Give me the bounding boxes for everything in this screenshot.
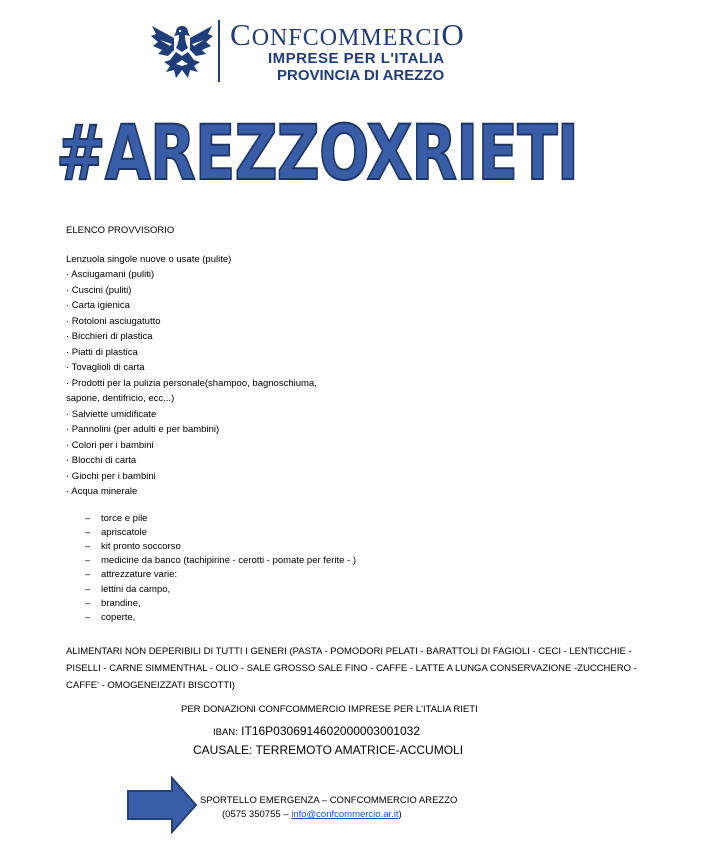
list-item: · Prodotti per la pulizia personale(shampoo, bagnoschiuma, xyxy=(66,377,317,389)
hashtag-title: #AREZZOXRIETI xyxy=(56,108,579,197)
sub-list-item: – torce e pile xyxy=(85,512,148,524)
list-item: · Tovaglioli di carta xyxy=(66,362,145,373)
sub-list-item: – coperte, xyxy=(85,611,136,623)
list-item: · Acqua minerale xyxy=(66,486,138,497)
donation-list xyxy=(66,223,666,694)
sub-list-item: – medicine da banco (tachipirine - cerotti - pomate per ferite - ) xyxy=(85,555,357,567)
eagle-icon xyxy=(150,20,214,80)
list-item: · Asciugamani (puliti) xyxy=(66,269,155,280)
right-arrow-icon xyxy=(126,776,198,834)
list-item: · Giochi per i bambini xyxy=(66,470,156,482)
sub-list-item: – apriscatole xyxy=(85,526,147,538)
list-item: · Pannolini (per adulti e per bambini) xyxy=(66,424,220,435)
iban-value: IT16P0306914602000003001032 xyxy=(241,724,420,738)
list-item: Lenzuola singole nuove o usate (pulite) xyxy=(66,253,232,265)
list-item: · Salviette umidificate xyxy=(66,408,157,420)
list-item: · Carta igienica xyxy=(66,300,130,311)
list-item: · Rotoloni asciugatutto xyxy=(66,315,161,327)
iban-label: IBAN: xyxy=(213,727,238,738)
sportello-line: SPORTELLO EMERGENZA – CONFCOMMERCIO AREZZO xyxy=(200,795,458,806)
list-item: sapone, dentifricio, ecc...) xyxy=(66,393,175,404)
logo-province: PROVINCIA DI AREZZO xyxy=(277,67,445,84)
causale-line: CAUSALE: TERREMOTO AMATRICE-ACCUMOLI xyxy=(193,743,464,757)
sub-list-item: – attrezzature varie: xyxy=(85,569,178,581)
item-list xyxy=(66,252,666,500)
contact-line: (0575 350755 – info@confcommercio.ar.it) xyxy=(222,809,402,820)
list-item: · Blocchi di carta xyxy=(66,455,137,466)
list-item: · Bicchieri di plastica xyxy=(66,331,153,342)
list-item: · Piatti di plastica xyxy=(66,346,138,358)
food-paragraph: ALIMENTARI NON DEPERIBILI DI TUTTI I GENERI (PASTA - POMODORI PELATI - BARATTOLI DI FAGIOLI - CECI - LENTICCHIE - PISELLI - CARNE SIMMENTHAL - OLIO - SALE GROSSO SALE FINO - CAFFE - LATTE A LUNGA CONSERVAZIONE -ZUCCHERO - CAFFE' - OMOGENEIZZATI BISCOTTI) xyxy=(66,646,637,692)
donation-line: PER DONAZIONI CONFCOMMERCIO IMPRESE PER L'ITALIA RIETI xyxy=(181,704,478,715)
list-item: · Colori per i bambini xyxy=(66,439,154,451)
list-item: · Cuscini (puliti) xyxy=(66,284,132,296)
logo-name: CONFCOMMERCIO xyxy=(230,17,465,52)
email-link[interactable]: info@confcommercio.ar.it xyxy=(291,809,399,820)
list-heading: ELENCO PROVVISORIO xyxy=(66,225,175,236)
phone-number: (0575 350755 – xyxy=(222,809,289,820)
iban-line xyxy=(213,724,420,738)
sub-list-item: – lettini da campo, xyxy=(85,583,171,595)
logo-subtitle: IMPRESE PER L'ITALIA xyxy=(268,50,445,67)
logo-divider xyxy=(218,20,220,82)
sub-item-list xyxy=(66,512,666,626)
sub-list-item: – brandine, xyxy=(85,597,141,609)
sub-list-item: – kit pronto soccorso xyxy=(85,540,181,552)
